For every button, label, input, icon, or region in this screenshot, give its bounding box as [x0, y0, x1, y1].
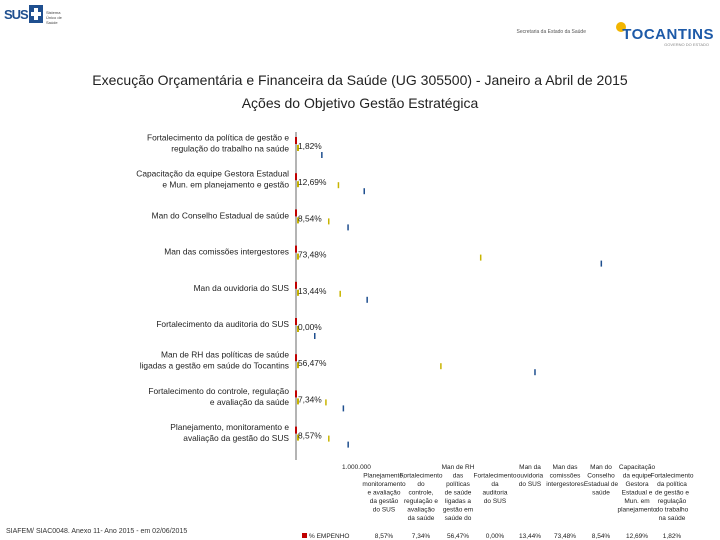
bar-marker-yellow-mid — [328, 218, 330, 224]
table-column-label: auditoria — [482, 489, 508, 497]
category-label: Man do Conselho Estadual de saúde — [151, 210, 289, 221]
table-row-value: 0,00% — [485, 533, 505, 540]
table-column-label: avaliação — [407, 506, 435, 514]
table-column-label: da — [491, 481, 499, 488]
bar-marker-yellow-mid — [339, 291, 341, 297]
table-column-label: do SUS — [372, 506, 396, 514]
bar-marker-blue — [363, 188, 365, 194]
table-column-label: de gestão e — [655, 489, 689, 497]
table-column-label: planejamento — [617, 506, 657, 514]
bar-marker-yellow-mid — [440, 363, 442, 369]
data-label: 8,57% — [298, 430, 322, 441]
table-row-value: 13,44% — [518, 533, 542, 540]
data-label: 1,82% — [298, 141, 322, 151]
table-column-label: da equipe — [622, 472, 652, 480]
table-column-label: saúde do — [444, 515, 472, 522]
table-column-label: Estadual e — [621, 489, 653, 497]
table-column-label: Man do — [590, 464, 612, 471]
table-column-label: Estadual de — [583, 481, 619, 488]
bar-marker-yellow-mid — [328, 436, 330, 442]
table-column-label: Man da — [519, 464, 541, 471]
category-label: Man das comissões intergestores — [164, 246, 289, 257]
table-column-label: da gestão — [369, 498, 399, 505]
table-column-label: Fortalecimento — [650, 472, 694, 480]
source-footnote: SIAFEM/ SIAC0048. Anexo 11- Ano 2015 - em 02/06/2015 — [6, 528, 188, 535]
table-column-label: políticas — [446, 481, 470, 488]
table-column-label: do — [417, 481, 425, 488]
category-label: avaliação da gestão do SUS — [183, 433, 289, 444]
bar-marker-yellow-mid — [480, 255, 482, 261]
bar-marker-blue — [366, 297, 368, 303]
bar-marker-blue — [321, 152, 323, 158]
secretaria-label: Secretaria da Estado da Saúde — [516, 29, 586, 35]
bar-marker-blue — [314, 333, 316, 339]
bar-marker-red — [295, 246, 297, 253]
bar-marker-red — [295, 354, 297, 361]
table-column-label: Capacitação — [618, 464, 656, 471]
table-column-label: regulação — [657, 498, 687, 505]
table-column-label: de saúde — [444, 489, 472, 497]
table-column-label: das — [452, 472, 464, 480]
bar-marker-red — [295, 390, 297, 397]
category-label: ligadas a gestão em saúde do Tocantins — [139, 360, 289, 371]
category-label: Man de RH das políticas de saúde — [160, 349, 289, 360]
table-row-value: 1,82% — [662, 533, 682, 540]
bar-marker-blue — [347, 224, 349, 230]
category-label: e avaliação da saúde — [209, 396, 289, 407]
table-row-value: 73,48% — [553, 533, 577, 540]
legend-swatch — [302, 533, 307, 538]
category-label: e Mun. em planejamento e gestão — [162, 179, 289, 190]
bar-marker-red — [295, 173, 297, 180]
table-column-label: do SUS — [518, 481, 542, 488]
table-column-label: e avaliação — [367, 489, 401, 497]
table-column-label: da saúde — [407, 515, 435, 522]
table-column-label: regulação e — [404, 498, 438, 505]
data-label: 73,48% — [298, 249, 327, 260]
category-label: Fortalecimento do controle, regulação — [148, 385, 289, 396]
sus-logo-text: SUS — [4, 7, 28, 22]
table-column-label: do SUS — [483, 498, 507, 505]
category-label: Planejamento, monitoramento e — [170, 422, 289, 433]
bar-marker-red — [295, 137, 297, 144]
bar-marker-blue — [534, 369, 536, 375]
page-subtitle: Ações do Objetivo Gestão Estratégica — [241, 95, 479, 111]
table-column-label: Gestora — [625, 481, 649, 488]
table-column-label: Fortalecimento — [399, 472, 443, 480]
table-column-label: intergestores — [546, 481, 584, 488]
bar-marker-red — [295, 282, 297, 289]
table-column-label: da política — [657, 481, 687, 488]
data-label: 56,47% — [298, 358, 327, 369]
table-column-label: Planejamento, — [363, 472, 405, 480]
category-label: Man da ouvidoria do SUS — [193, 282, 289, 293]
bar-marker-blue — [343, 405, 345, 411]
table-row-value: 56,47% — [446, 533, 470, 540]
table-column-label: na saúde — [658, 515, 686, 522]
x-axis-tick: 1.000.000 — [342, 464, 371, 471]
tocantins-brand: TOCANTINS — [622, 26, 714, 43]
table-column-label: Fortalecimento — [473, 472, 517, 480]
table-column-label: Man de RH — [441, 464, 475, 471]
table-column-label: saúde — [592, 489, 610, 497]
table-column-label: Mun. em — [624, 498, 650, 505]
table-row-label: % EMPENHO — [309, 533, 350, 540]
sus-logo-subtitle: Sistema Único de Saúde — [46, 10, 62, 25]
data-label: 7,34% — [298, 394, 322, 405]
table-column-label: Conselho — [587, 472, 615, 480]
data-label: 13,44% — [298, 285, 327, 296]
bar-marker-yellow-mid — [325, 399, 327, 405]
page-title: Execução Orçamentária e Financeira da Saúde (UG 305500) - Janeiro a Abril de 2015 — [92, 72, 628, 88]
data-label: 12,69% — [298, 177, 327, 188]
data-label: 8,54% — [298, 213, 322, 224]
bar-marker-yellow-mid — [338, 182, 340, 188]
tocantins-brand-subtitle: GOVERNO DO ESTADO — [664, 42, 709, 47]
table-row-value: 8,57% — [374, 533, 394, 540]
bar-marker-red — [295, 318, 297, 325]
bar-marker-red — [295, 209, 297, 216]
table-column-label: monitoramento — [362, 481, 406, 488]
table-column-label: comissões — [549, 472, 581, 480]
category-label: Fortalecimento da política de gestão e — [147, 132, 289, 143]
table-column-label: gestão em — [442, 506, 474, 514]
table-column-label: ouvidoria — [516, 472, 544, 480]
table-row-value: 7,34% — [411, 533, 431, 540]
category-label: regulação do trabalho na saúde — [171, 143, 289, 154]
data-label: 0,00% — [298, 322, 322, 332]
bar-marker-red — [295, 427, 297, 434]
table-row-value: 8,54% — [591, 533, 611, 540]
bar-marker-blue — [601, 261, 603, 267]
table-row-value: 12,69% — [625, 533, 649, 540]
table-column-label: do trabalho — [655, 506, 689, 514]
table-column-label: ligadas a — [444, 498, 472, 505]
category-label: Fortalecimento da auditoria do SUS — [156, 319, 289, 329]
category-label: Capacitação da equipe Gestora Estadual — [136, 168, 289, 179]
bar-marker-blue — [347, 442, 349, 448]
table-column-label: controle, — [408, 489, 434, 497]
table-column-label: Man das — [552, 464, 578, 471]
